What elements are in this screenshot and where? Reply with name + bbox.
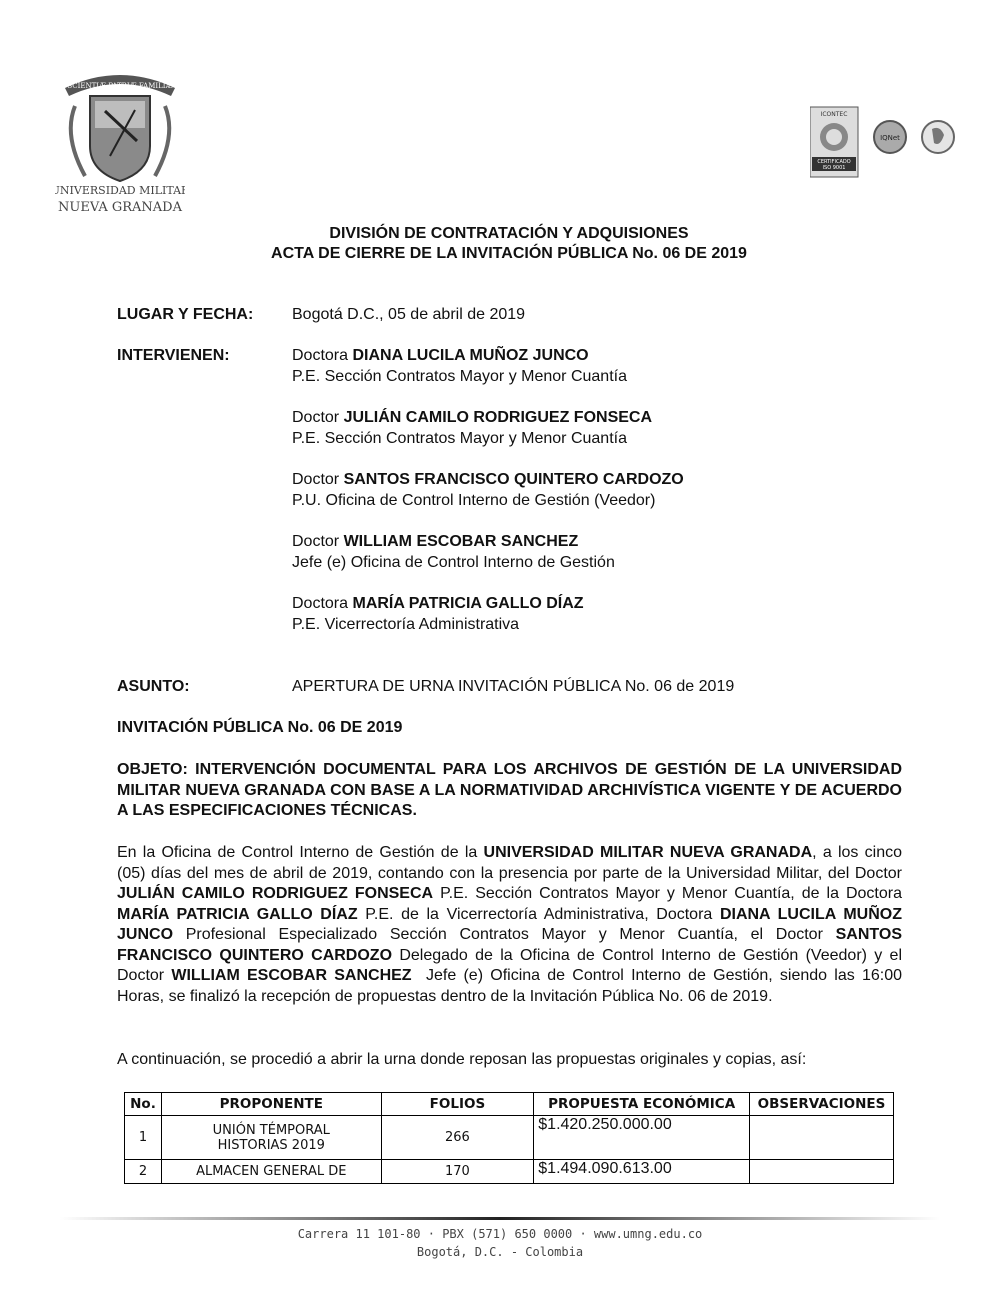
p1-text-g: P.E. de la Vicerrectoría Administrativa, Doctora bbox=[357, 905, 720, 923]
table-header-row bbox=[125, 1093, 894, 1116]
person-3-name: SANTOS FRANCISCO QUINTERO CARDOZO bbox=[343, 471, 684, 488]
header-propuesta: PROPUESTA ECONÓMICA bbox=[534, 1093, 750, 1116]
cell-propuesta: $1.494.090.613.00 bbox=[534, 1160, 750, 1184]
p1-text-e: P.E. Sección Contratos Mayor y Menor Cuantía, de la Doctora bbox=[433, 885, 902, 902]
intervienen-label: INTERVIENEN: bbox=[117, 347, 230, 364]
cell-proponente bbox=[161, 1116, 381, 1160]
iqnet-text: IQNet bbox=[880, 134, 900, 142]
person-3-role: P.U. Oficina de Control Interno de Gestión (Veedor) bbox=[292, 492, 656, 509]
university-name-line1: UNIVERSIDAD MILITAR bbox=[55, 184, 185, 197]
objeto-paragraph: OBJETO: INTERVENCIÓN DOCUMENTAL PARA LOS ARCHIVOS DE GESTIÓN DE LA UNIVERSIDAD MILITAR NUEVA GRANADA CON BASE A LA NORMATIVIDAD ARCHIVÍSTICA VIGENTE Y DE ACUERDO A LAS ESPECIFICACIONES TÉCNICAS. bbox=[117, 761, 902, 819]
p1-text-a: En la Oficina de Control Interno de Gestión de la bbox=[117, 844, 484, 861]
lugar-label: LUGAR Y FECHA: bbox=[117, 306, 254, 323]
invitacion-heading: INVITACIÓN PÚBLICA No. 06 DE 2019 bbox=[117, 719, 403, 736]
person-2-name: JULIÁN CAMILO RODRIGUEZ FONSECA bbox=[343, 409, 653, 426]
lugar-value: Bogotá D.C., 05 de abril de 2019 bbox=[292, 306, 526, 323]
header-proponente: PROPONENTE bbox=[161, 1093, 381, 1116]
proposals-table bbox=[124, 1092, 894, 1184]
university-logo bbox=[55, 66, 185, 216]
p1-bold-diana: DIANA LUCILA MUÑOZ JUNCO bbox=[117, 905, 902, 943]
title-line-2: ACTA DE CIERRE DE LA INVITACIÓN PÚBLICA No. 06 DE 2019 bbox=[271, 245, 747, 262]
cell-observaciones bbox=[750, 1160, 894, 1184]
body-paragraph-1 bbox=[117, 843, 907, 1007]
asunto-value: APERTURA DE URNA INVITACIÓN PÚBLICA No. 06 de 2019 bbox=[292, 678, 735, 695]
document-title bbox=[0, 224, 1000, 264]
table-row bbox=[125, 1116, 894, 1160]
person-2-line bbox=[292, 409, 652, 427]
person-5-name: MARÍA PATRICIA GALLO DÍAZ bbox=[352, 595, 584, 612]
p1-bold-william: WILLIAM ESCOBAR SANCHEZ bbox=[171, 967, 412, 984]
p1-bold-maria: MARÍA PATRICIA GALLO DÍAZ bbox=[117, 905, 358, 923]
cell-no: 2 bbox=[125, 1160, 162, 1184]
p1-text-m: Jefe (e) Oficina de Control Interno de Gestión, siendo las 16:00 Horas, se finalizó la recepción de propuestas dentro de la Invitación Pública No. 06 de 2019. bbox=[117, 967, 907, 1005]
person-5-line bbox=[292, 595, 584, 613]
cell-folios: 266 bbox=[381, 1116, 534, 1160]
header-no: No. bbox=[125, 1093, 162, 1116]
person-1-role: P.E. Sección Contratos Mayor y Menor Cuantía bbox=[292, 368, 627, 385]
certified-text: CERTIFICADO bbox=[817, 159, 851, 165]
person-3-line bbox=[292, 471, 684, 489]
motto-text: SCIENTIÆ PATRIÆ FAMILIÆ bbox=[67, 82, 173, 90]
p1-bold-university: UNIVERSIDAD MILITAR NUEVA GRANADA bbox=[483, 844, 813, 861]
person-2-role: P.E. Sección Contratos Mayor y Menor Cuantía bbox=[292, 430, 627, 447]
header-observaciones: OBSERVACIONES bbox=[750, 1093, 894, 1116]
iso-text: ISO 9001 bbox=[822, 165, 846, 171]
p1-text-c: , a los cinco (05) días del mes de abril de 2019, contando con la presencia por parte de la Universidad Militar, del Doctor bbox=[117, 844, 903, 882]
title-line-1: DIVISIÓN DE CONTRATACIÓN Y ADQUISIONES bbox=[329, 225, 689, 242]
p1-text-i: Profesional Especializado Sección Contratos Mayor y Menor Cuantía, el Doctor bbox=[173, 926, 836, 943]
footer-divider bbox=[60, 1208, 940, 1212]
cell-observaciones bbox=[750, 1116, 894, 1160]
person-4-title: Doctor bbox=[292, 533, 340, 550]
table-row bbox=[125, 1160, 894, 1184]
person-1-name: DIANA LUCILA MUÑOZ JUNCO bbox=[352, 347, 589, 364]
body-paragraph-2: A continuación, se procedió a abrir la urna donde reposan las propuestas originales y copias, así: bbox=[117, 1051, 807, 1068]
person-4-role: Jefe (e) Oficina de Control Interno de Gestión bbox=[292, 554, 615, 571]
p1-text-k: Delegado de la Oficina de Control Interno de Gestión (Veedor) y el Doctor bbox=[117, 946, 903, 984]
certification-logos bbox=[810, 105, 960, 180]
asunto-label: ASUNTO: bbox=[117, 678, 190, 695]
proponente-line-2: HISTORIAS 2019 bbox=[217, 1137, 325, 1153]
proponente-line-1: UNIÓN TÉMPORAL bbox=[212, 1122, 330, 1138]
person-1-title: Doctora bbox=[292, 347, 349, 364]
person-2-title: Doctor bbox=[292, 409, 340, 426]
person-4-line bbox=[292, 533, 578, 551]
icontec-text: ICONTEC bbox=[820, 111, 848, 118]
person-1-line bbox=[292, 347, 589, 365]
university-name-line2: NUEVA GRANADA bbox=[58, 200, 182, 215]
p1-bold-julian: JULIÁN CAMILO RODRIGUEZ FONSECA bbox=[117, 885, 434, 902]
person-3-title: Doctor bbox=[292, 471, 340, 488]
p1-bold-santos: SANTOS FRANCISCO QUINTERO CARDOZO bbox=[117, 926, 902, 964]
footer-address: Carrera 11 101-80 · PBX (571) 650 0000 · www.umng.edu.co bbox=[297, 1227, 703, 1241]
cell-propuesta: $1.420.250.000.00 bbox=[534, 1116, 750, 1160]
header-folios: FOLIOS bbox=[381, 1093, 534, 1116]
cell-folios: 170 bbox=[381, 1160, 534, 1184]
cell-proponente: ALMACEN GENERAL DE bbox=[161, 1160, 381, 1184]
footer-city: Bogotá, D.C. - Colombia bbox=[416, 1245, 584, 1259]
person-5-role: P.E. Vicerrectoría Administrativa bbox=[292, 616, 520, 633]
person-5-title: Doctora bbox=[292, 595, 349, 612]
person-4-name: WILLIAM ESCOBAR SANCHEZ bbox=[343, 533, 579, 550]
cell-no: 1 bbox=[125, 1116, 162, 1160]
